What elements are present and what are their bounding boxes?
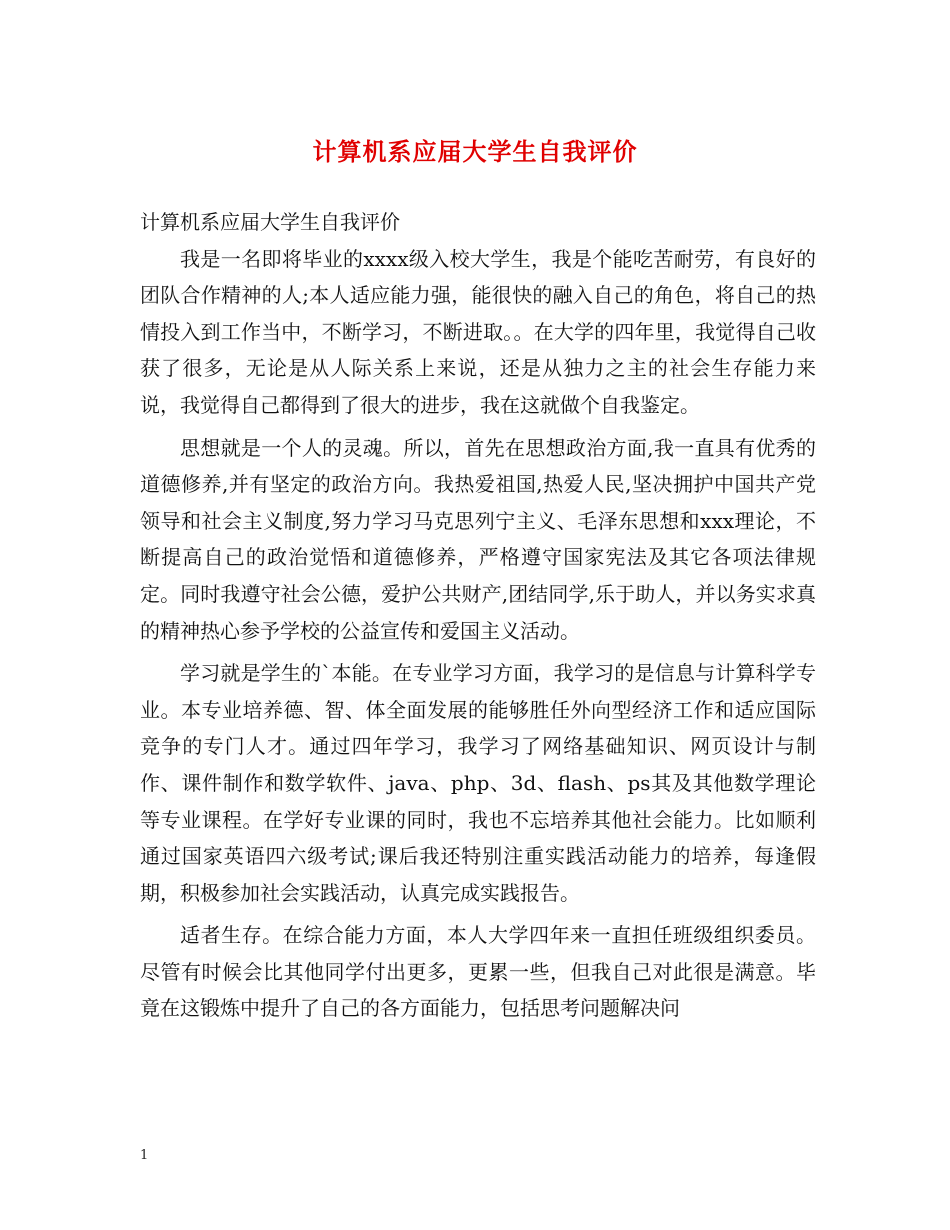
document-title: 计算机系应届大学生自我评价 bbox=[312, 137, 638, 166]
document-body bbox=[140, 204, 816, 1033]
page-number: 1 bbox=[140, 1148, 149, 1163]
document-subtitle: 计算机系应届大学生自我评价 bbox=[140, 210, 400, 234]
paragraph-ideology: 思想就是一个人的灵魂。所以，首先在思想政治方面,我一直具有优秀的道德修养,并有坚定的政治方向。我热爱祖国,热爱人民,坚决拥护中国共产党领导和社会主义制度,努力学习马克思列宁主义、毛泽东思想和xxx理论，不断提高自己的政治觉悟和道德修养，严格遵守国家宪法及其它各项法律规定。同时我遵守社会公德，爱护公共财产,团结同学,乐于助人，并以务实求真的精神热心参予学校的公益宣传和爱国主义活动。 bbox=[140, 435, 816, 643]
paragraph-intro: 我是一名即将毕业的xxxx级入校大学生，我是个能吃苦耐劳，有良好的团队合作精神的人;本人适应能力强，能很快的融入自己的角色，将自己的热情投入到工作当中，不断学习，不断进取。。在大学的四年里，我觉得自己收获了很多，无论是从人际关系上来说，还是从独力之主的社会生存能力来说，我觉得自己都得到了很大的进步，我在这就做个自我鉴定。 bbox=[140, 246, 816, 417]
paragraph-abilities: 适者生存。在综合能力方面，本人大学四年来一直担任班级组织委员。尽管有时候会比其他同学付出更多，更累一些，但我自己对此很是满意。毕竟在这锻炼中提升了自己的各方面能力，包括思考问题解决问 bbox=[140, 923, 816, 1021]
paragraph-study: 学习就是学生的`本能。在专业学习方面，我学习的是信息与计算科学专业。本专业培养德、智、体全面发展的能够胜任外向型经济工作和适应国际竞争的专门人才。通过四年学习，我学习了网络基础知识、网页设计与制作、课件制作和数学软件、java、php、3d、flash、ps其及其他数学理论等专业课程。在学好专业课的同时，我也不忘培养其他社会能力。比如顺利通过国家英语四六级考试;课后我还特别注重实践活动能力的培养，每逢假期，积极参加社会实践活动，认真完成实践报告。 bbox=[140, 661, 816, 905]
